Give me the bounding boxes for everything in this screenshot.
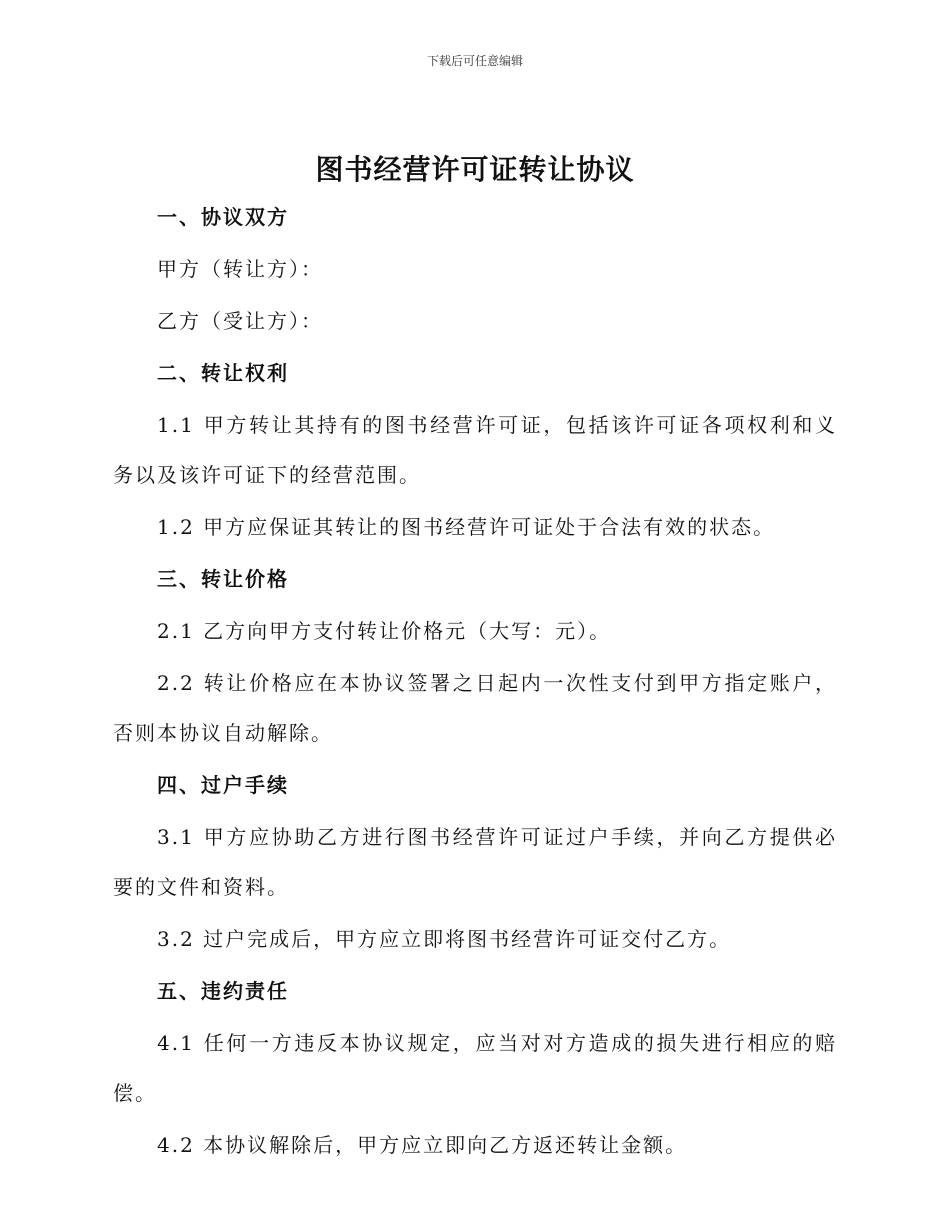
clause-4-1: 4.1 任何一方违反本协议规定，应当对对方造成的损失进行相应的赔偿。: [113, 1031, 837, 1105]
clause-1-2: 1.2 甲方应保证其转让的图书经营许可证处于合法有效的状态。: [157, 515, 776, 539]
party-b-line: 乙方（受让方）：: [157, 309, 323, 333]
section-heading-rights: 二、转让权利: [157, 361, 289, 385]
clause-1-1: 1.1 甲方转让其持有的图书经营许可证，包括该许可证各项权利和义务以及该许可证下的经营范围。: [113, 413, 837, 487]
section-heading-transfer: 四、过户手续: [157, 773, 289, 797]
section-heading-liability: 五、违约责任: [157, 979, 289, 1003]
clause-3-1: 3.1 甲方应协助乙方进行图书经营许可证过户手续，并向乙方提供必要的文件和资料。: [113, 825, 837, 899]
document-body: [113, 192, 837, 1172]
party-a-line: 甲方（转让方）：: [157, 257, 323, 281]
section-heading-parties: 一、协议双方: [157, 205, 289, 229]
document-title: 图书经营许可证转让协议: [315, 153, 635, 186]
clause-2-1: 2.1 乙方向甲方支付转让价格元（大写：元）。: [157, 619, 612, 643]
clause-4-2: 4.2 本协议解除后，甲方应立即向乙方返还转让金额。: [157, 1133, 688, 1157]
page-header-note: 下载后可任意编辑: [426, 54, 523, 68]
clause-2-2: 2.2 转让价格应在本协议签署之日起内一次性支付到甲方指定账户，否则本协议自动解除。: [113, 671, 837, 745]
clause-3-2: 3.2 过户完成后，甲方应立即将图书经营许可证交付乙方。: [157, 927, 732, 951]
section-heading-price: 三、转让价格: [157, 567, 289, 591]
